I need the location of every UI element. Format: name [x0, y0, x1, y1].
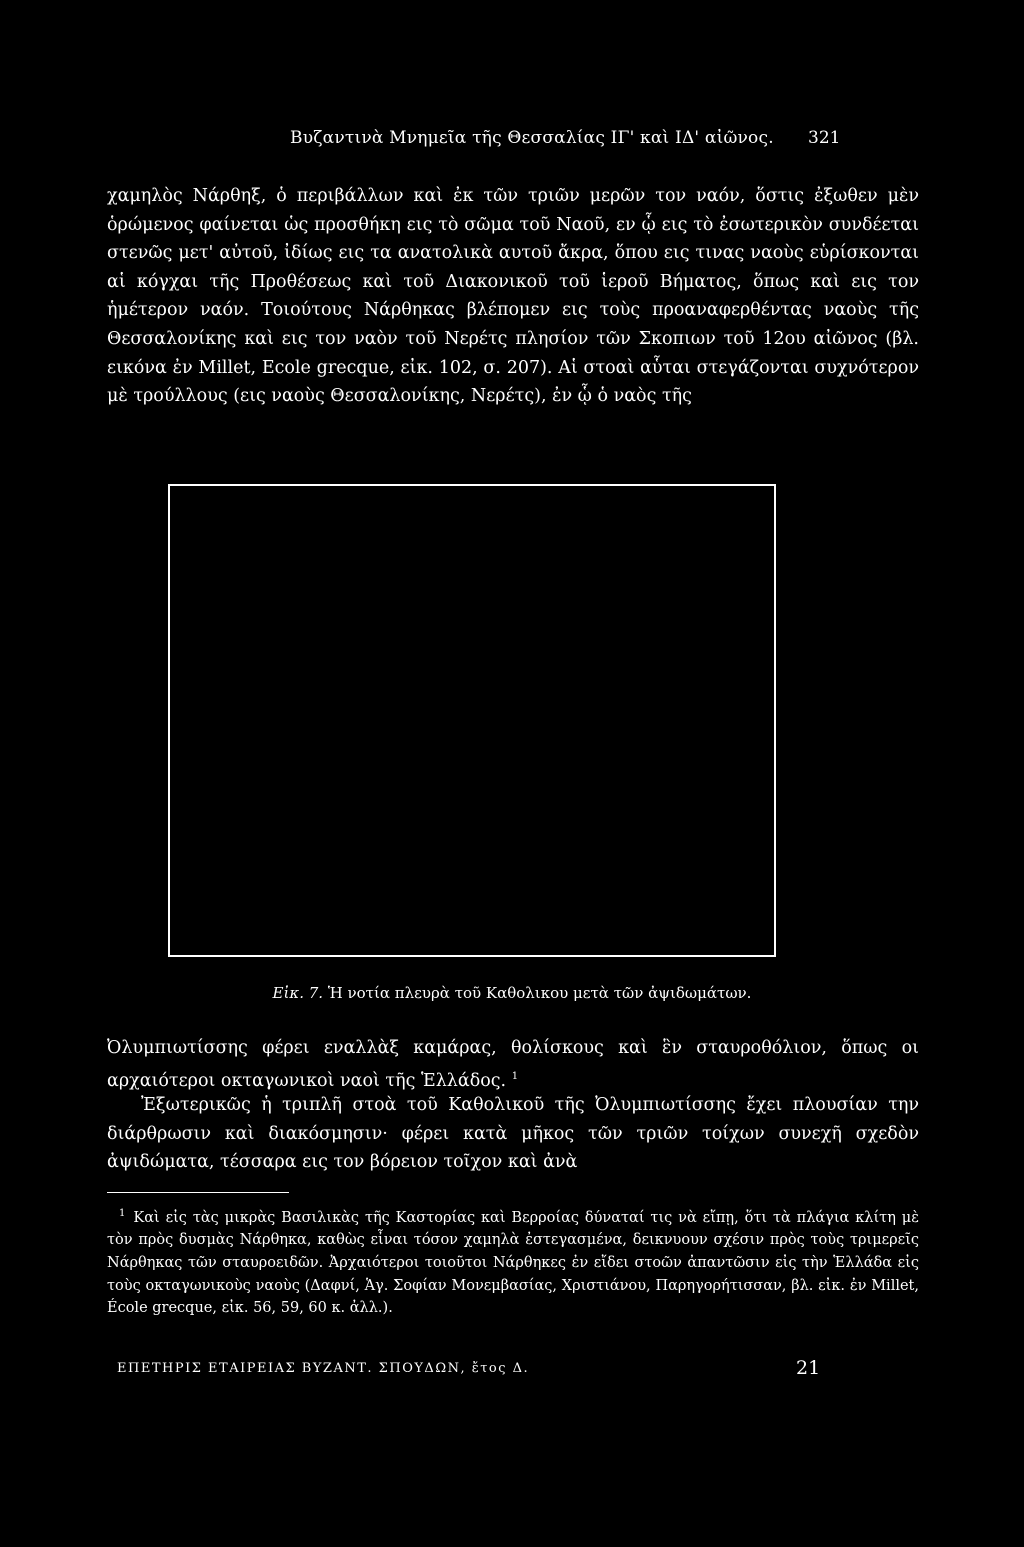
body-paragraph-1: χαμηλὸς Νάρθηξ, ὁ περιβάλλων καὶ ἐκ τῶν τριῶν μερῶν τον ναόν, ὅστις ἐξωθεν μὲν ὁρώμενος φαίνεται ὡς προσθήκη εις τὸ σῶμα τοῦ Ναοῦ, εν ᾧ εις τὸ ἐσωτερικὸν συνδέεται στενῶς μετ' αὐτοῦ, ἰδίως εις τα ανατολικὰ αυτοῦ ἄκρα, ὅπου εις τινας ναοὺς εὑρίσκονται αἱ κόγχαι τῆς Προθέσεως καὶ τοῦ Διακονικοῦ τοῦ ἱεροῦ Βήματος, ὅπως καὶ εις τον ἡμέτερον ναόν. Τοιούτους Νάρθηκας βλέπομεν εις τοὺς προαναφερθέντας ναοὺς τῆς Θεσσαλονίκης καὶ εις τον ναὸν τοῦ Νερέτς πλησίον τῶν Σκοπιων τοῦ 12ου αἰῶνος (βλ. εικόνα ἐν Millet, Ecole grecque, εἰκ. 102, σ. 207). Αἱ στοαὶ αὗται στεγάζονται συχνότερον μὲ τρούλλους (εις ναοὺς Θεσσαλονίκης, Νερέτς), ἐν ᾧ ὁ ναὸς τῆς [107, 186, 919, 407]
body-paragraph-3 [107, 1091, 919, 1177]
figure-image-placeholder [168, 484, 776, 957]
footnote-text: Καὶ εἰς τὰς μικρὰς Βασιλικὰς τῆς Καστορίας καὶ Βερροίας δύναταί τις νὰ εἴπῃ, ὅτι τὰ πλάγια κλίτη μὲ τὸν πρὸς δυσμὰς Νάρθηκα, καθὼς εἶναι τόσον χαμηλὰ ἐστεγασμένα, δεικνυουν σχέσιν πρὸς τοὺς τριμερεῖς Νάρθηκας τῶν σταυροειδῶν. Ἀρχαιότεροι τοιοῦτοι Νάρθηκες ἐν εἴδει στοῶν ἀπαντῶσιν εἰς τὴν Ἑλλάδα εἰς τοὺς οκταγωνικοὺς ναοὺς (Δαφνί, Ἁγ. Σοφίαν Μονεμβασίας, Χριστιάνου, Παρηγορήτισσαν, βλ. εἰκ. ἐν Millet, École grecque, εἰκ. 56, 59, 60 κ. ἀλλ.). [107, 1209, 919, 1317]
running-head: Βυζαντινὰ Μνημεῖα τῆς Θεσσαλίας ΙΓ' καὶ ΙΔ' αἰῶνος. [290, 128, 774, 148]
journal-footer: ΕΠΕΤΗΡΙΣ ΕΤΑΙΡΕΙΑΣ ΒΥΖΑΝΤ. ΣΠΟΥΔΩΝ, ἔτος Δ. [117, 1361, 530, 1376]
page-header [0, 128, 1024, 158]
figure-caption-text: Ἡ νοτία πλευρὰ τοῦ Καθολικου μετὰ τῶν ἀψιδωμάτων. [327, 984, 752, 1002]
signature-mark: 21 [796, 1357, 821, 1379]
body-paragraph-3-text: Ἐξωτερικῶς ἡ τριπλῆ στοὰ τοῦ Καθολικοῦ τῆς Ὀλυμπιωτίσσης ἔχει πλουσίαν την διάρθρωσιν καὶ διακόσμησιν· φέρει κατὰ μῆκος τῶν τριῶν τοίχων συνεχῆ σχεδὸν ἀψιδώματα, τέσσαρα εις τον βόρειον τοῖχον καὶ ἀνὰ [107, 1095, 919, 1173]
figure-label: Εἰκ. 7. [272, 984, 324, 1002]
footnote [107, 1203, 919, 1320]
figure-caption [0, 984, 1024, 1002]
page-number: 321 [808, 128, 841, 148]
body-paragraph-2 [107, 1034, 919, 1095]
footnote-divider [107, 1192, 289, 1193]
body-paragraph-2-text: Ὀλυμπιωτίσσης φέρει εναλλὰξ καμάρας, θολίσκους καὶ ἓν σταυροθόλιον, ὅπως οι αρχαιότεροι οκταγωνικοὶ ναοὶ τῆς Ἑλλάδος. [107, 1038, 919, 1091]
page-footer [0, 1357, 1024, 1385]
footnote-reference: 1 [511, 1070, 519, 1082]
footnote-mark: 1 [119, 1208, 126, 1219]
